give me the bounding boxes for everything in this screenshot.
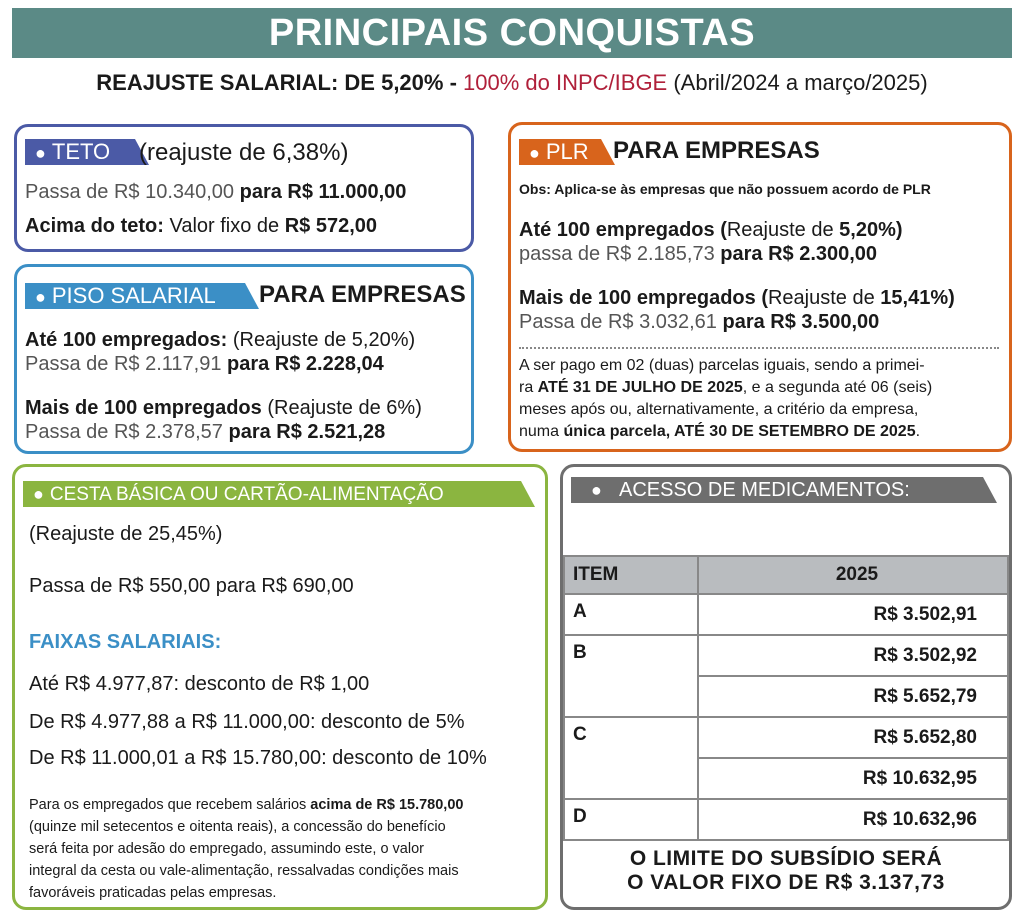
piso-heading: PARA EMPRESAS xyxy=(259,281,466,308)
row-value: R$ 5.652,79 xyxy=(698,676,1008,717)
piso-g2-values xyxy=(25,421,385,444)
piso-tag-label: PISO SALARIAL xyxy=(51,283,216,308)
teto-box xyxy=(14,124,474,252)
cesta-note-line3: será feita por adesão do empregado, assumindo este, o valor xyxy=(29,841,424,857)
teto-tag-label: TETO xyxy=(51,139,111,164)
cesta-note1-a: Para os empregados que recebem salários xyxy=(29,797,311,813)
teto-heading: (reajuste de 6,38%) xyxy=(139,139,349,166)
row-value: R$ 5.652,80 xyxy=(698,717,1008,758)
teto-tag xyxy=(25,139,135,165)
subtitle-bold: REAJUSTE SALARIAL: DE 5,20% - xyxy=(96,70,464,95)
piso-g1-reajuste: (Reajuste de 5,20%) xyxy=(227,329,416,351)
teto-line2 xyxy=(25,215,377,238)
plr-pay4-date: única parcela, ATÉ 30 DE SETEMBRO DE 2025 xyxy=(563,423,916,440)
cesta-note-line2: (quinze mil setecentos e oitenta reais), a concessão do benefício xyxy=(29,819,446,835)
piso-box xyxy=(14,264,474,454)
table-row xyxy=(564,594,1008,635)
plr-pay2-date: ATÉ 31 DE JULHO DE 2025 xyxy=(537,379,743,396)
plr-g2-title: Mais de 100 empregados ( xyxy=(519,287,768,309)
piso-g1-label xyxy=(25,329,415,352)
cesta-note-line4: integral da cesta ou vale-alimentação, ressalvadas condições mais xyxy=(29,863,459,879)
bullet-icon: ● xyxy=(529,143,540,163)
row-item: D xyxy=(564,799,698,840)
piso-g2-title: Mais de 100 empregados xyxy=(25,397,262,419)
faixa-1: Até R$ 4.977,87: desconto de R$ 1,00 xyxy=(29,673,370,695)
page-title: PRINCIPAIS CONQUISTAS xyxy=(12,8,1012,58)
cesta-note1-b: acima de R$ 15.780,00 xyxy=(310,797,464,813)
piso-tag xyxy=(25,283,245,309)
col-year-header: 2025 xyxy=(698,556,1008,594)
row-item xyxy=(564,676,698,717)
teto-line2-label: Acima do teto: xyxy=(25,215,164,237)
plr-g1-reajuste-text: Reajuste de xyxy=(726,219,840,241)
piso-g2-reajuste: (Reajuste de 6%) xyxy=(261,397,422,419)
teto-line2-text: Valor fixo de xyxy=(163,215,285,237)
row-value: R$ 10.632,96 xyxy=(698,799,1008,840)
table-row xyxy=(564,799,1008,840)
row-item: B xyxy=(564,635,698,676)
med-box xyxy=(560,464,1012,910)
plr-divider xyxy=(519,347,999,349)
bullet-icon: ● xyxy=(33,484,44,504)
table-row xyxy=(564,676,1008,717)
teto-line1-to: para R$ 11.000,00 xyxy=(239,181,407,203)
piso-g1-values xyxy=(25,353,384,376)
plr-pay-line1: A ser pago em 02 (duas) parcelas iguais, sendo a primei- xyxy=(519,357,925,374)
plr-pay2-a: ra xyxy=(519,379,538,396)
plr-g1-from: passa de R$ 2.185,73 xyxy=(519,243,721,265)
teto-line2-value: R$ 572,00 xyxy=(284,215,378,237)
plr-g1-to: para R$ 2.300,00 xyxy=(720,243,878,265)
subtitle-red: 100% do INPC/IBGE xyxy=(463,70,668,95)
med-limit-line1: O LIMITE DO SUBSÍDIO SERÁ xyxy=(629,847,943,870)
med-tag xyxy=(571,477,983,503)
subtitle-rest: (Abril/2024 a março/2025) xyxy=(667,70,928,95)
plr-g2-values xyxy=(519,311,879,334)
plr-tag xyxy=(519,139,601,165)
cesta-tag-label: CESTA BÁSICA OU CARTÃO-ALIMENTAÇÃO xyxy=(49,484,444,505)
piso-g2-label xyxy=(25,397,422,420)
piso-g2-from: Passa de R$ 2.378,57 xyxy=(25,421,229,443)
piso-g1-to: para R$ 2.228,04 xyxy=(227,353,384,375)
plr-box xyxy=(508,122,1012,452)
plr-g2-reajuste-text: Reajuste de xyxy=(767,287,881,309)
cesta-box xyxy=(12,464,548,910)
row-value: R$ 3.502,92 xyxy=(698,635,1008,676)
bullet-icon: ● xyxy=(35,143,46,163)
faixa-2: De R$ 4.977,88 a R$ 11.000,00: desconto de 5% xyxy=(29,711,465,733)
cesta-passa: Passa de R$ 550,00 para R$ 690,00 xyxy=(29,575,354,597)
med-table xyxy=(563,555,1009,841)
cesta-tag xyxy=(23,481,521,507)
bullet-icon: ● xyxy=(591,480,602,500)
row-item: A xyxy=(564,594,698,635)
row-item: C xyxy=(564,717,698,758)
plr-tag-label: PLR xyxy=(545,139,589,164)
piso-g2-to: para R$ 2.521,28 xyxy=(228,421,386,443)
table-row xyxy=(564,758,1008,799)
plr-pay-line2 xyxy=(519,379,932,397)
plr-g2-from: Passa de R$ 3.032,61 xyxy=(519,311,723,333)
plr-g1-title: Até 100 empregados ( xyxy=(519,219,727,241)
faixa-3: De R$ 11.000,01 a R$ 15.780,00: desconto de 10% xyxy=(29,747,487,769)
med-limit-line2: O VALOR FIXO DE R$ 3.137,73 xyxy=(627,871,945,894)
faixas-title: FAIXAS SALARIAIS: xyxy=(29,631,222,653)
table-row xyxy=(564,635,1008,676)
cesta-note-line5: favoráveis praticadas pelas empresas. xyxy=(29,885,277,901)
plr-pay-line3: meses após ou, alternativamente, a critério da empresa, xyxy=(519,401,919,418)
plr-g1-label xyxy=(519,219,903,242)
plr-pay-line4 xyxy=(519,423,920,441)
med-limit xyxy=(563,847,1009,895)
col-item-header: ITEM xyxy=(564,556,698,594)
plr-pay4-a: numa xyxy=(519,423,564,440)
row-value: R$ 10.632,95 xyxy=(698,758,1008,799)
row-item xyxy=(564,758,698,799)
teto-line1 xyxy=(25,181,406,204)
plr-g2-reajuste-value: 15,41%) xyxy=(880,287,955,309)
table-row xyxy=(564,717,1008,758)
piso-g1-title: Até 100 empregados: xyxy=(25,329,228,351)
teto-line1-from: Passa de R$ 10.340,00 xyxy=(25,181,240,203)
cesta-note-line1 xyxy=(29,797,463,813)
plr-g2-label xyxy=(519,287,955,310)
subtitle xyxy=(0,70,1024,96)
plr-heading: PARA EMPRESAS xyxy=(613,137,820,164)
row-value: R$ 3.502,91 xyxy=(698,594,1008,635)
bullet-icon: ● xyxy=(35,287,46,307)
piso-g1-from: Passa de R$ 2.117,91 xyxy=(25,353,227,375)
plr-g2-to: para R$ 3.500,00 xyxy=(722,311,880,333)
plr-g1-values xyxy=(519,243,877,266)
plr-pay4-c: . xyxy=(915,423,921,440)
cesta-reajuste: (Reajuste de 25,45%) xyxy=(29,523,223,545)
plr-g1-reajuste-value: 5,20%) xyxy=(839,219,903,241)
med-tag-label: ACESSO DE MEDICAMENTOS: xyxy=(619,479,910,501)
plr-pay2-c: , e a segunda até 06 (seis) xyxy=(742,379,933,396)
plr-obs: Obs: Aplica-se às empresas que não possuem acordo de PLR xyxy=(519,181,931,197)
